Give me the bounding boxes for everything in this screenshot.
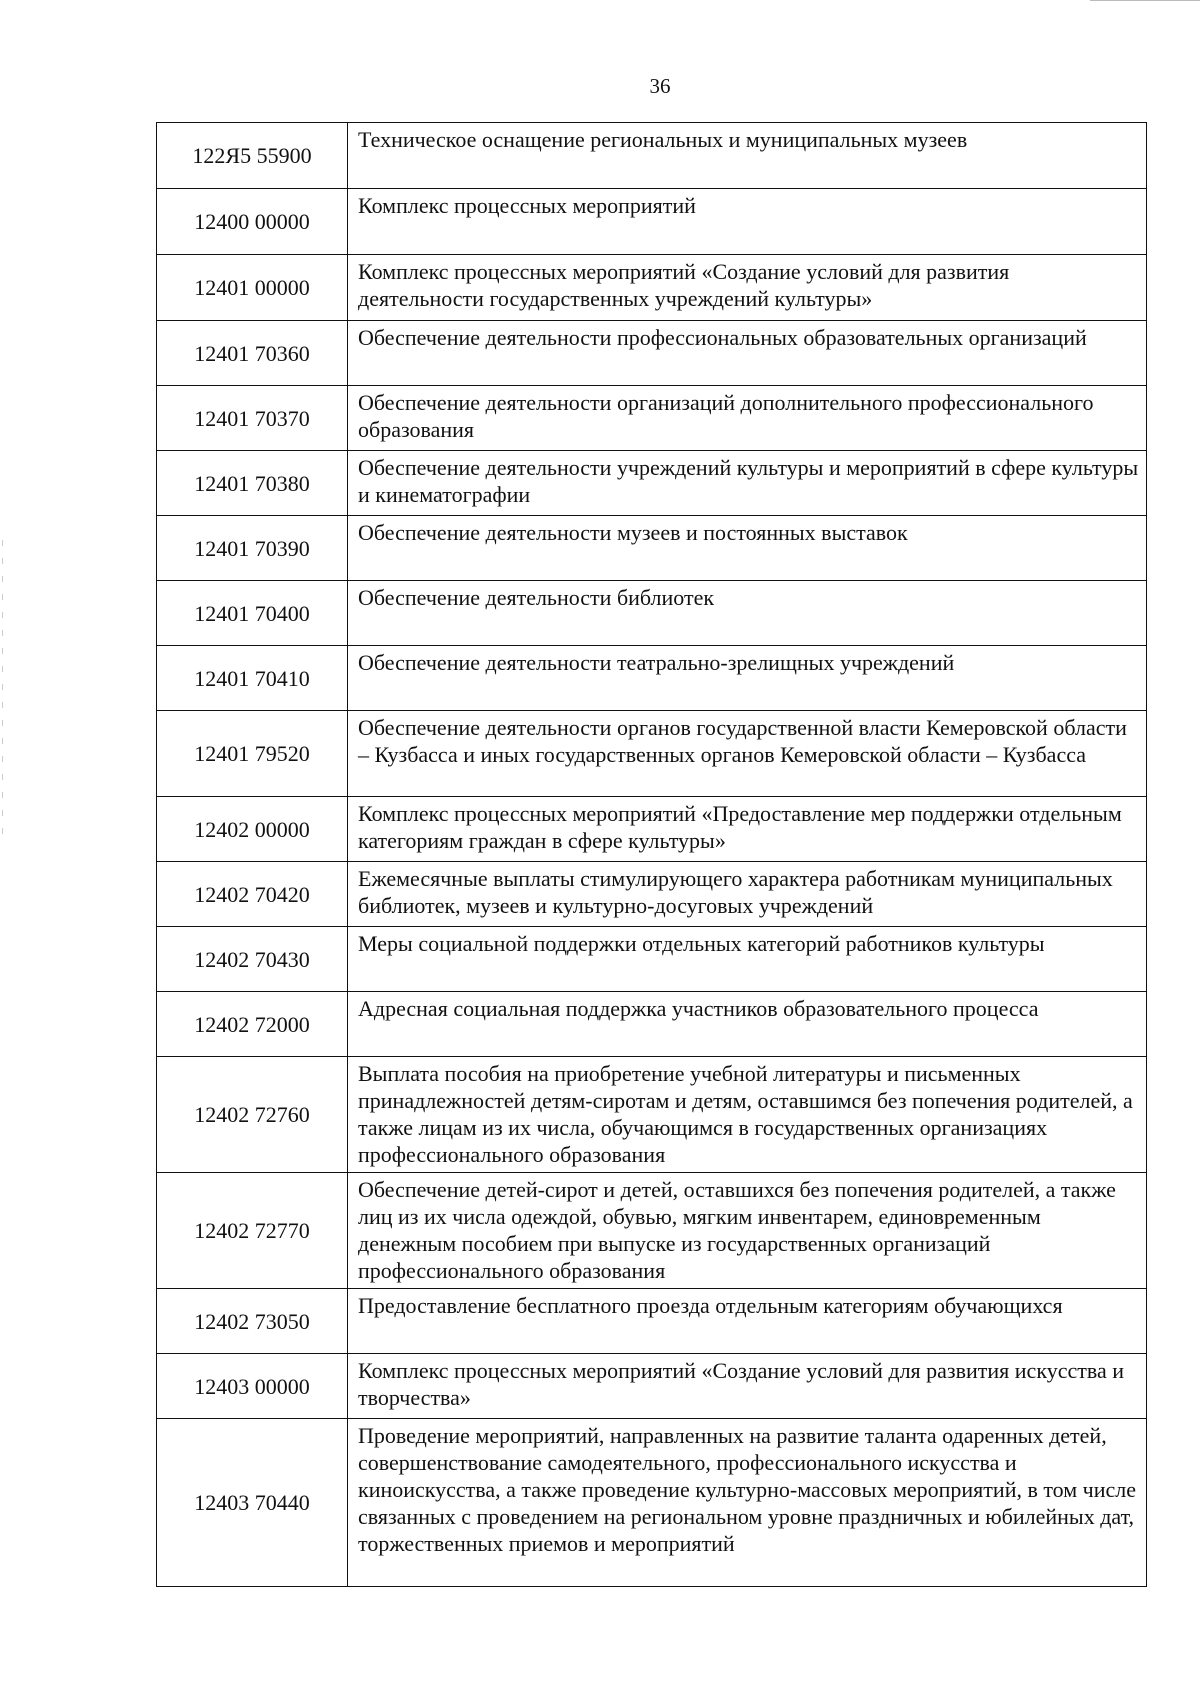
table-row [157, 711, 1147, 797]
classification-code: 12400 00000 [157, 189, 348, 255]
table-row [157, 927, 1147, 992]
code-description: Адресная социальная поддержка участников образовательного процесса [348, 992, 1147, 1057]
classification-code: 12401 70380 [157, 451, 348, 516]
classification-code: 12402 72760 [157, 1057, 348, 1173]
table-row [157, 1354, 1147, 1419]
code-description: Обеспечение деятельности театрально-зрелищных учреждений [348, 646, 1147, 711]
classification-code: 12402 70420 [157, 862, 348, 927]
code-description: Комплекс процессных мероприятий [348, 189, 1147, 255]
code-description: Обеспечение деятельности библиотек [348, 581, 1147, 646]
code-description: Обеспечение деятельности организаций дополнительного профессионального образования [348, 386, 1147, 451]
code-description: Комплекс процессных мероприятий «Предоставление мер поддержки отдельным категориям граждан в сфере культуры» [348, 797, 1147, 862]
classification-code: 12402 72770 [157, 1173, 348, 1289]
scan-edge-mark [1090, 0, 1200, 3]
table-row [157, 123, 1147, 189]
classification-code: 12402 73050 [157, 1289, 348, 1354]
classification-code: 12401 70390 [157, 516, 348, 581]
classification-code: 12402 00000 [157, 797, 348, 862]
classification-code: 12401 70400 [157, 581, 348, 646]
table-row [157, 1289, 1147, 1354]
classification-code: 12402 72000 [157, 992, 348, 1057]
table-row [157, 255, 1147, 321]
code-description: Обеспечение детей-сирот и детей, оставшихся без попечения родителей, а также лиц из их числа одеждой, обувью, мягким инвентарем, единовременным денежным пособием при выпуске из государственных организаций профессионального образования [348, 1173, 1147, 1289]
table-row [157, 1057, 1147, 1173]
code-description: Предоставление бесплатного проезда отдельным категориям обучающихся [348, 1289, 1147, 1354]
table-row [157, 1173, 1147, 1289]
budget-code-table [156, 122, 1147, 1587]
table-row [157, 862, 1147, 927]
classification-code: 12401 00000 [157, 255, 348, 321]
classification-code: 12401 79520 [157, 711, 348, 797]
code-description: Комплекс процессных мероприятий «Создание условий для развития искусства и творчества» [348, 1354, 1147, 1419]
classification-code: 12401 70370 [157, 386, 348, 451]
code-description: Проведение мероприятий, направленных на развитие таланта одаренных детей, совершенствование самодеятельного, профессионального искусства и киноискусства, а также проведение культурно-массовых мероприятий, в том числе связанных с проведением на региональном уровне праздничных и юбилейных дат, торжественных приемов и мероприятий [348, 1419, 1147, 1587]
classification-code: 12401 70410 [157, 646, 348, 711]
code-description: Обеспечение деятельности учреждений культуры и мероприятий в сфере культуры и кинематографии [348, 451, 1147, 516]
classification-code: 12403 70440 [157, 1419, 348, 1587]
table-row [157, 797, 1147, 862]
table-row [157, 581, 1147, 646]
code-description: Комплекс процессных мероприятий «Создание условий для развития деятельности государственных учреждений культуры» [348, 255, 1147, 321]
table-row [157, 646, 1147, 711]
code-description: Обеспечение деятельности профессиональных образовательных организаций [348, 321, 1147, 386]
table-row [157, 386, 1147, 451]
table-row [157, 992, 1147, 1057]
classification-code: 12401 70360 [157, 321, 348, 386]
classification-code: 12403 00000 [157, 1354, 348, 1419]
code-description: Выплата пособия на приобретение учебной литературы и письменных принадлежностей детям-сиротам и детям, оставшимся без попечения родителей, а также лицам из их числа, обучающимся в государственных организациях профессионального образования [348, 1057, 1147, 1173]
table-row [157, 189, 1147, 255]
code-description: Меры социальной поддержки отдельных категорий работников культуры [348, 927, 1147, 992]
code-description: Обеспечение деятельности музеев и постоянных выставок [348, 516, 1147, 581]
code-description: Техническое оснащение региональных и муниципальных музеев [348, 123, 1147, 189]
page-number: 36 [649, 74, 671, 98]
table-row [157, 451, 1147, 516]
code-description: Ежемесячные выплаты стимулирующего характера работникам муниципальных библиотек, музеев и культурно-досуговых учреждений [348, 862, 1147, 927]
table-row [157, 1419, 1147, 1587]
table-row [157, 321, 1147, 386]
code-description: Обеспечение деятельности органов государственной власти Кемеровской области – Кузбасса и иных государственных органов Кемеровской области – Кузбасса [348, 711, 1147, 797]
classification-code: 12402 70430 [157, 927, 348, 992]
scan-edge-mark-left [2, 540, 3, 840]
table-row [157, 516, 1147, 581]
classification-code: 122Я5 55900 [157, 123, 348, 189]
